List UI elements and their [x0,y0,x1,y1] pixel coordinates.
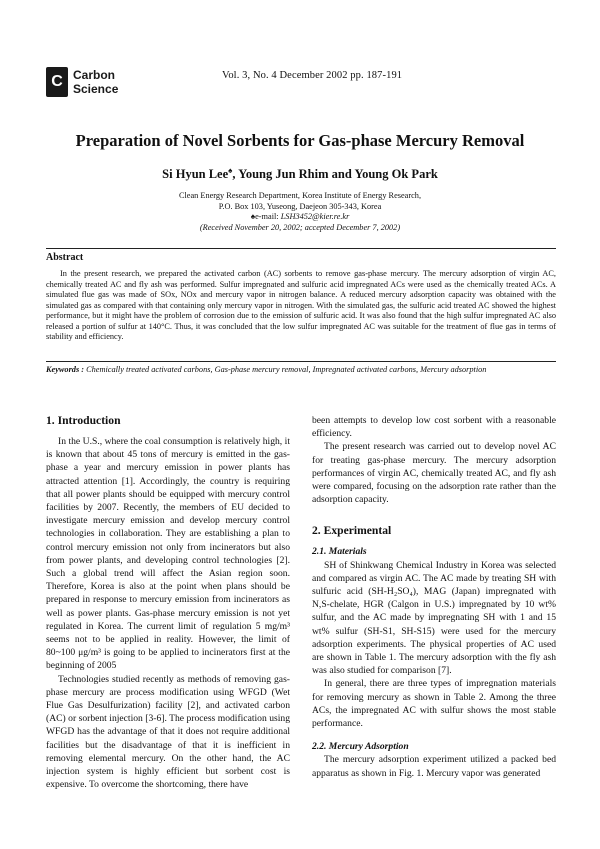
section-heading-experimental: 2. Experimental [312,524,392,538]
email-label: e-mail: [255,212,281,222]
affiliation-line-1: Clean Energy Research Department, Korea Institute of Energy Research, [178,191,422,200]
logo-line-1: Carbon [73,68,115,82]
author-list [0,166,600,182]
intro-paragraph-2: Technologies studied recently as methods of removing gas-phase mercury are process modification using WFGD (Wet Flue Gas Desulfurization) facility [2], and activated carbon (AC) or sorbent injection [3-6]. The process modification using WFGD has the advantage of that it does not require additional facilities but the disadvantage of that it is inefficient in removing elemental mercury. On the other hand, the AC injection system is highly efficient but sorbent cost is expensive. To overcome the shortcoming, there have [46,673,290,791]
logo-line-2: Science [73,82,119,96]
adsorption-paragraph-1: The mercury adsorption experiment utilized a packed bed apparatus as shown in Fig. 1. Mercury vapor was generated [312,754,556,779]
keywords [46,365,556,376]
issue-info: Vol. 3, No. 4 December 2002 pp. 187-191 [222,70,403,81]
intro-paragraph-3: The present research was carried out to develop novel AC for treating gas-phase mercury. The mercury adsorption performances of virgin AC, chemically treated AC, and fly ash were compared, focusing on the adsorption rate rather than the adsorption capacity. [312,441,556,506]
received-dates-text: (Received November 20, 2002; accepted December 7, 2002) [199,222,401,232]
materials-paragraph-2: In general, there are three types of impregnation materials for removing mercury as shown in Table 2. Among the three ACs, the impregnated AC with sulfur shows the most stable performance. [312,678,556,730]
paper-title: Preparation of Novel Sorbents for Gas-phase Mercury Removal [75,131,525,150]
logo-text [73,68,118,96]
intro-paragraph-continued: been attempts to develop low cost sorbent with a reasonable efficiency. [312,415,556,440]
abstract-heading: Abstract [46,252,84,263]
keywords-text: Chemically treated activated carbons, Gas-phase mercury removal, Impregnated activated carbons, Mercury adsorption [86,365,487,374]
materials-paragraph-1: SH of Shinkwang Chemical Industry in Korea was selected and compared as virgin AC. The AC made by treating SH with sulfuric acid (SH-H₂SO₄), MAG (Japan) impregnated with N,S-chelate, HGR (Calgon in U.S.) impregnated by 10 wt% sulfur, and the AC made by impregnating SH with 1 and 15 wt% sulfur (SH-S1, SH-S15) were used for the mercury adsorption experiments. The physical properties of AC used are shown in Table 1. The mercury adsorption with the fly ash was also studied for comparison [7]. [312,559,556,677]
affiliation [0,191,600,233]
logo-mark-icon: C [46,67,68,97]
right-column [312,414,556,780]
affiliation-line-2: P.O. Box 103, Yuseong, Daejeon 305-343, Korea [218,201,382,211]
received-dates [0,223,600,234]
corresponding-author-mark: ♠ [228,166,233,175]
section-heading-introduction: 1. Introduction [46,414,121,427]
abstract-text: In the present research, we prepared the activated carbon (AC) sorbents to remove gas-phase mercury. The mercury adsorption of virgin AC, chemically treated AC and fly ash was performed. Sulfur impregnated and sulfuric acid impregnated ACs were used as the chemically treated ACs. A simulated flue gas was made of SOx, NOx and mercury vapor in nitrogen balance. A reduced mercury adsorption capacity was obtained with the simulated gas as compared with that containing only mercury vapor in nitrogen. With the simulated gas, the sulfuric acid treated AC showed the highest performance, but it might have the problem of corrosion due to the emission of sulfuric acid. It was also found that the high sulfur impregnated AC also released a portion of sulfur at 140°C. Thus, it was concluded that the low sulfur impregnated AC was suitable for the treatment of flue gas in terms of stability and efficiency. [46,269,556,341]
page-header [46,64,556,98]
journal-logo [46,67,136,97]
abstract-box [46,248,556,374]
email-address[interactable]: LSH3452@kier.re.kr [280,212,350,222]
left-column [46,414,290,791]
first-author: Si Hyun Lee [162,167,229,182]
subsection-heading-mercury-adsorption: 2.2. Mercury Adsorption [312,741,409,753]
email-line [0,212,600,223]
email-mark: ♠ [250,212,256,222]
other-authors: , Young Jun Rhim and Young Ok Park [232,167,438,182]
keywords-label: Keywords : [46,365,87,374]
subsection-heading-materials: 2.1. Materials [312,546,367,558]
intro-paragraph-1: In the U.S., where the coal consumption is relatively high, it is known that about 45 tons of mercury is emitted in the gas-phase a year and mercury emission in power plants has attracted attention [1]. Accordingly, the country is requiring that all power plants should be equipped with mercury control facilities by 2007. Recently, the members of EU decided to investigate mercury emission and develop mercury control technologies in collaboration. They are establishing a plan to control mercury emission not only from incinerators but also from power plants, and developing control technologies [2]. Such a global trend will affect the Asian region soon. Therefore, Korea is also at the point when plans should be prepared in response to mercury emission from incinerators as well as power plants. Gas-phase mercury emission is not yet regulated in Korea. The current limit of regulation 5 mg/m³ seems not to be applied in reality. However, the limit of 80~100 μg/m³ is going to be applied to incinerators first at the beginning of 2005 [46,436,290,672]
